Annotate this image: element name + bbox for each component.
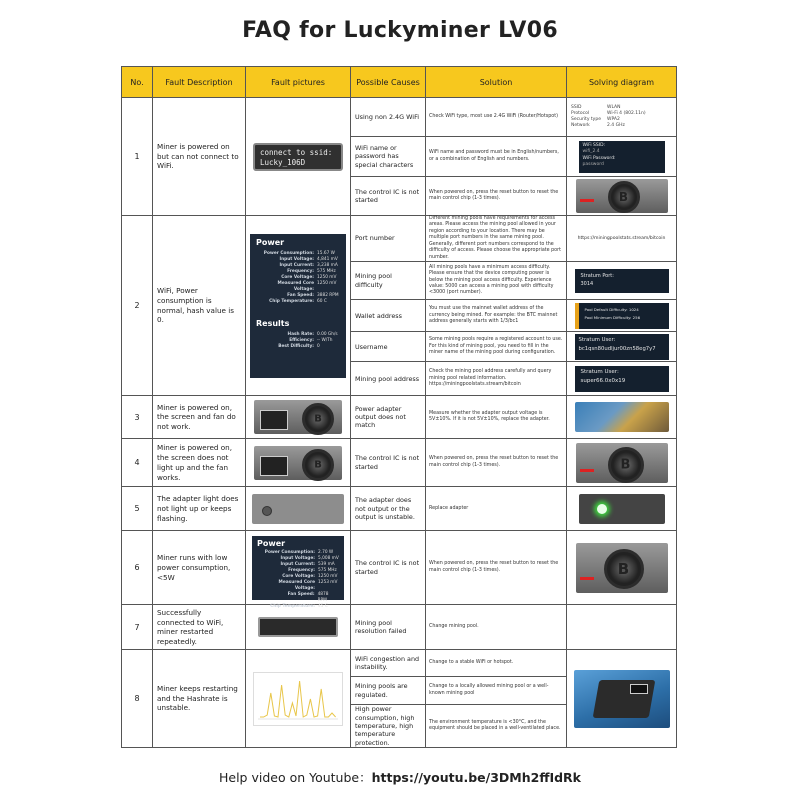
solving-diagram <box>567 332 677 362</box>
stat-key: Power Consumption: <box>264 549 315 555</box>
reset-marker <box>580 577 594 580</box>
stat-value: 1250 mV <box>317 280 337 286</box>
stat-value: 1253 mV <box>318 579 338 585</box>
solving-diagram <box>567 396 677 439</box>
faq-table <box>121 66 677 748</box>
oled-screen <box>253 143 343 171</box>
possible-cause: The control IC is not started <box>351 439 426 487</box>
solution: When powered on, press the reset button to reset the main control chip (1-3 times). <box>426 439 567 487</box>
field-value: password <box>582 162 604 167</box>
stat-key: Efficiency: <box>289 337 314 343</box>
field-label: Stratum Port: <box>580 272 614 279</box>
solving-diagram <box>567 650 677 748</box>
possible-cause: WiFi congestion and instability. <box>351 650 426 677</box>
youtube-link[interactable]: https://youtu.be/3DMh2ffIdRk <box>371 770 581 785</box>
fault-picture <box>246 487 351 531</box>
stat-key: Core Voltage: <box>281 274 314 280</box>
possible-cause: Mining pools are regulated. <box>351 677 426 705</box>
stat-key: Frequency: <box>288 567 315 573</box>
field-value: bc1qsn80udljur00zn58eg7y7 <box>578 345 656 352</box>
possible-cause: Mining pool address <box>351 362 426 396</box>
solving-diagram <box>567 98 677 137</box>
field-label: WiFi SSID: <box>582 142 606 148</box>
header-fault: Fault Description <box>153 67 246 98</box>
solving-diagram <box>567 177 677 216</box>
fault-description: Miner is powered on, the screen does not light up and the fan works. <box>153 439 246 487</box>
power-heading: Power <box>256 237 285 247</box>
adapter-photo <box>252 494 344 524</box>
stat-key: Input Voltage: <box>279 256 314 262</box>
hashrate-chart-svg <box>254 673 342 725</box>
device-photo <box>574 670 670 728</box>
stat-value: 4878 RPM <box>317 591 329 603</box>
stat-value: 60 C <box>317 298 327 304</box>
solution: The environment temperature is <30°C, and the equipment should be placed in a well-ventilated place. <box>426 705 567 748</box>
table-row <box>122 605 677 650</box>
device-photo <box>576 543 668 593</box>
possible-cause: Port number <box>351 216 426 262</box>
field-value: wifi_2.4 <box>582 149 600 154</box>
stat-key: Fan Speed: <box>287 292 314 298</box>
stat-key: Input Current: <box>280 561 315 567</box>
possible-cause: WiFi name or password has special characters <box>351 137 426 177</box>
fault-picture <box>246 216 351 396</box>
oled-line: connect to ssid: <box>260 147 333 157</box>
prop-value: WLAN <box>607 105 621 110</box>
stat-value: -- W/Th <box>317 337 333 343</box>
solution: WiFi name and password must be in English/numbers, or a combination of English and numbers. <box>426 137 567 177</box>
fault-picture <box>246 396 351 439</box>
adapter-photo <box>579 494 665 524</box>
table-row <box>122 650 677 677</box>
possible-cause: Username <box>351 332 426 362</box>
fault-description: Miner is powered on but can not connect to WiFi. <box>153 98 246 216</box>
prop-value: 2.4 GHz <box>607 123 625 128</box>
fault-description: Successfully connected to WiFi, miner restarted repeatedly. <box>153 605 246 650</box>
row-number: 5 <box>122 487 153 531</box>
solution: Check the mining pool address carefully and query mining pool related information. https://miningpoolstats.stream/bitcoin <box>426 362 567 396</box>
fan-icon <box>608 447 644 483</box>
solving-diagram <box>567 487 677 531</box>
header-causes: Possible Causes <box>351 67 426 98</box>
stat-value: 1250 mV <box>317 274 337 280</box>
possible-cause: The adapter does not output or the output is unstable. <box>351 487 426 531</box>
hashrate-line <box>260 681 336 717</box>
possible-cause: The control IC is not started <box>351 531 426 605</box>
header-pictures: Fault pictures <box>246 67 351 98</box>
solution: Different mining pools have requirements for access areas. Please access the mining pool allowed in your region according to your location. There may be multiple port numbers in the same mining pool. Generally, different port numbers correspond to the difficulty of access. Please choose the appropriate port number. <box>426 216 567 262</box>
multimeter-photo <box>575 402 669 432</box>
solving-diagram <box>567 531 677 605</box>
stat-value: 0.00 Gh/s <box>317 331 338 337</box>
stratum-port-panel <box>575 269 669 293</box>
header-no: No. <box>122 67 153 98</box>
stat-key: Input Current: <box>279 262 314 268</box>
hashrate-chart <box>253 672 343 726</box>
solving-diagram <box>567 362 677 396</box>
stat-key: Chip Temperature: <box>269 298 314 304</box>
table-row <box>122 439 677 487</box>
solution: Some mining pools require a registered account to use. For this kind of mining pool, you need to fill in the miner name of the mining pool during configuration. <box>426 332 567 362</box>
solving-diagram <box>567 300 677 332</box>
stat-key: Chip Temperature: <box>270 603 315 609</box>
stat-value: 2.70 W <box>318 549 334 555</box>
stat-key: Best Difficulty: <box>278 343 314 349</box>
device-photo <box>576 179 668 213</box>
stratum-user-panel <box>575 366 669 392</box>
table-row <box>122 396 677 439</box>
solving-diagram <box>567 439 677 487</box>
pool-difficulty-panel <box>575 303 669 329</box>
row-number: 1 <box>122 98 153 216</box>
fault-description: The adapter light does not light up or keeps flashing. <box>153 487 246 531</box>
device-photo <box>576 443 668 483</box>
stat-key: Measured Core Voltage: <box>277 280 314 292</box>
field-value: super66.0x0x19 <box>580 377 626 384</box>
fan-icon <box>608 181 640 213</box>
field-label: Stratum User: <box>578 336 616 343</box>
status-panel <box>252 536 344 609</box>
fan-icon <box>302 403 334 435</box>
row-number: 8 <box>122 650 153 748</box>
row-number: 7 <box>122 605 153 650</box>
stratum-user-panel <box>575 334 669 360</box>
solution: When powered on, press the reset button to reset the main control chip (1-3 times). <box>426 531 567 605</box>
stat-value: 539 mA <box>318 561 335 567</box>
possible-cause: Using non 2.4G WiFi <box>351 98 426 137</box>
prop-key: Security type <box>571 117 601 122</box>
fault-description: WiFi, Power consumption is normal, hash value is 0. <box>153 216 246 396</box>
solving-diagram <box>567 605 677 650</box>
stat-key: Hash Rate: <box>287 331 314 337</box>
possible-cause: Wallet address <box>351 300 426 332</box>
device-screen <box>260 410 288 430</box>
header-row <box>122 67 677 98</box>
row-number: 6 <box>122 531 153 605</box>
fault-picture <box>246 98 351 216</box>
fault-picture <box>246 650 351 748</box>
oled-screen <box>258 617 338 637</box>
stat-value: 575 MHz <box>318 567 337 573</box>
header-solution: Solution <box>426 67 567 98</box>
prop-key: Protocol <box>571 111 590 116</box>
row-number: 3 <box>122 396 153 439</box>
solution: When powered on, press the reset button to reset the main control chip (1-3 times). <box>426 177 567 216</box>
fault-picture <box>246 531 351 609</box>
device-screen <box>630 684 648 694</box>
status-panel <box>250 234 346 378</box>
table-row <box>122 98 677 137</box>
oled-line: Lucky_106D <box>260 157 306 167</box>
solution: Check WiFi type, most use 2.4G WiFi (Router/Hotspot) <box>426 98 567 137</box>
field-label: WiFi Password: <box>582 155 616 161</box>
pool-minimum-difficulty: Pool Minimum Difficulty: 256 <box>584 314 641 320</box>
table-row <box>122 216 677 262</box>
possible-cause: Mining pool difficulty <box>351 262 426 300</box>
table-row <box>122 487 677 531</box>
row-number: 4 <box>122 439 153 487</box>
fan-icon <box>302 449 334 481</box>
stat-value: 4,841 mV <box>317 256 338 262</box>
prop-key: Network <box>571 123 590 128</box>
prop-value: WPA2 <box>607 117 620 122</box>
stat-value: 0 <box>317 343 320 349</box>
fan-icon <box>604 549 644 589</box>
row-number: 2 <box>122 216 153 396</box>
field-label: Stratum User: <box>580 368 619 375</box>
wifi-properties <box>567 105 676 129</box>
adapter-light-icon <box>262 506 272 516</box>
stat-value: 3,238 mA <box>317 262 338 268</box>
pool-default-difficulty: Pool Default Difficulty: 1024 <box>584 306 639 312</box>
page-title: FAQ for Luckyminer LV06 <box>242 18 558 43</box>
device-photo <box>254 400 342 434</box>
prop-key: SSID <box>571 105 582 110</box>
power-heading: Power <box>257 538 286 548</box>
solving-diagram <box>567 262 677 300</box>
stat-value: 15.67 W <box>317 250 335 256</box>
header-diagram: Solving diagram <box>567 67 677 98</box>
fault-picture <box>246 439 351 487</box>
possible-cause: The control IC is not started <box>351 177 426 216</box>
possible-cause: Mining pool resolution failed <box>351 605 426 650</box>
stat-value: 3882 RPM <box>317 292 339 298</box>
prop-value: Wi-Fi 4 (802.11n) <box>607 111 646 116</box>
field-value: 3014 <box>580 280 594 287</box>
stat-value: 1250 mV <box>318 573 338 579</box>
stat-value: 45 C <box>318 603 328 609</box>
solving-diagram <box>567 137 677 177</box>
stat-value: 5,008 mV <box>318 555 339 561</box>
fault-description: Miner keeps restarting and the Hashrate is unstable. <box>153 650 246 748</box>
help-label: Help video on Youtube： <box>218 770 372 785</box>
solution: Change to a stable WiFi or hotspot. <box>426 650 567 677</box>
solution: All mining pools have a minimum access difficulty. Please ensure that the device computing power is below the mining pool access difficulty. Experience value: 5000 can access a mining pool with difficulty <3000 (port number). <box>426 262 567 300</box>
results-heading: Results <box>256 318 290 328</box>
fault-description: Miner is powered on, the screen and fan do not work. <box>153 396 246 439</box>
possible-cause: High power consumption, high temperature, high temperature protection. <box>351 705 426 748</box>
stat-key: Power Consumption: <box>263 250 314 256</box>
solution: Replace adapter <box>426 487 567 531</box>
possible-cause: Power adapter output does not match <box>351 396 426 439</box>
pool-stats-link[interactable]: https://miningpoolstats.stream/bitcoin <box>577 236 666 242</box>
solution: Change to a locally allowed mining pool or a well-known mining pool <box>426 677 567 705</box>
stat-key: Fan Speed: <box>287 591 315 597</box>
stat-value: 575 MHz <box>317 268 336 274</box>
solution: Change mining pool. <box>426 605 567 650</box>
stat-key: Frequency: <box>287 268 314 274</box>
adapter-light-icon <box>597 504 607 514</box>
device-screen <box>260 456 288 476</box>
stat-key: Core Voltage: <box>282 573 315 579</box>
help-video-line <box>0 768 800 786</box>
stat-key: Measured Core Voltage: <box>278 579 315 591</box>
solution: Measure whether the adapter output voltage is 5V±10%. If it is not 5V±10%, replace the adapter. <box>426 396 567 439</box>
wifi-settings-panel <box>579 141 665 173</box>
table-row <box>122 531 677 605</box>
solution: You must use the mainnet wallet address of the currency being mined. For example: the BTC mainnet address generally starts with 1/3/bc1 <box>426 300 567 332</box>
stat-key: Input Voltage: <box>280 555 315 561</box>
reset-marker <box>580 199 594 202</box>
reset-marker <box>580 469 594 472</box>
fault-description: Miner runs with low power consumption, <5W <box>153 531 246 605</box>
fault-picture <box>246 605 351 650</box>
solving-diagram <box>567 216 677 262</box>
device-photo <box>254 446 342 480</box>
